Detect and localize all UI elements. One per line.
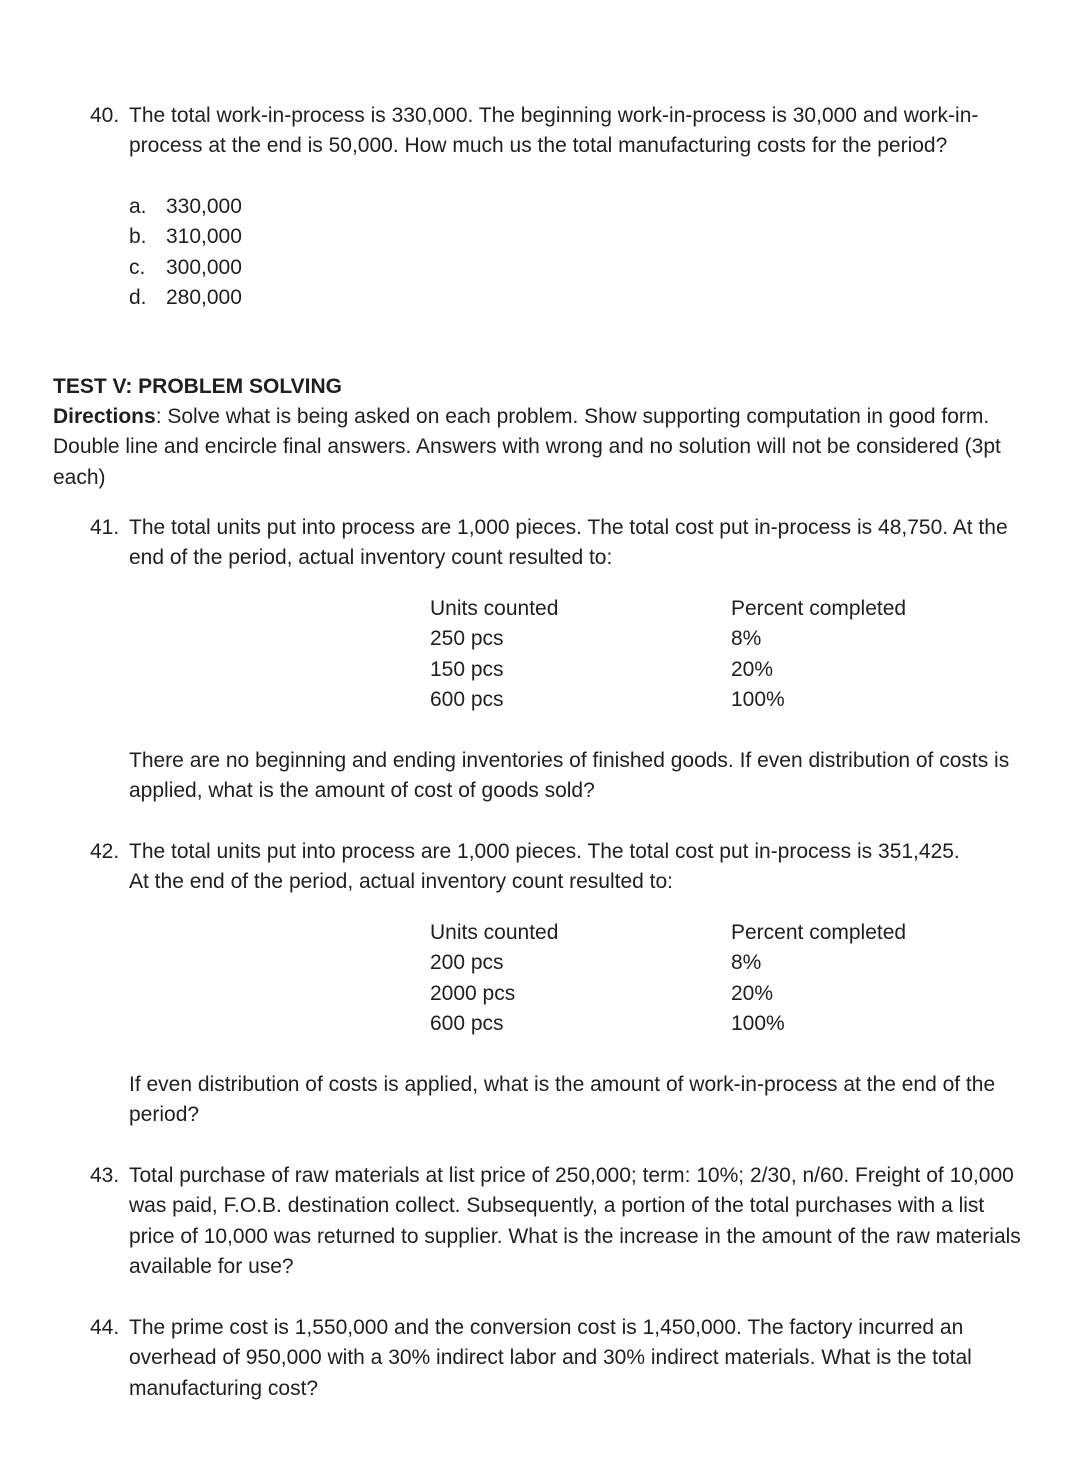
question-text: The total units put into process are 1,000 pieces. The total cost put in-process is 351,425. At the end of the period, actual inventory count resulted to: <box>129 840 960 894</box>
option-value: 310,000 <box>166 225 242 248</box>
table-cell: 200 pcs <box>430 951 504 974</box>
section-heading: TEST V: PROBLEM SOLVING <box>53 375 342 398</box>
question-number: 43. <box>90 1164 120 1187</box>
table-cell: 20% <box>731 982 774 1005</box>
option-value: 300,000 <box>166 256 242 279</box>
question-number: 41. <box>90 516 120 539</box>
table-header: Percent completed <box>731 597 907 620</box>
table-cell: 150 pcs <box>430 658 504 681</box>
question-number: 40. <box>90 104 120 127</box>
question-text: The total units put into process are 1,000 pieces. The total cost put in-process is 48,750. At the end of the period, actual inventory count resulted to: <box>129 516 1008 570</box>
table-cell: 600 pcs <box>430 1012 504 1035</box>
directions-label: Directions <box>53 405 156 428</box>
question-text: The total work-in-process is 330,000. The beginning work-in-process is 30,000 and work-in-process at the end is 50,000. How much us the total manufacturing costs for the period? <box>129 104 979 158</box>
table-cell: 2000 pcs <box>430 982 516 1005</box>
option-value: 330,000 <box>166 195 242 218</box>
table-header: Units counted <box>430 597 559 620</box>
table-header: Units counted <box>430 921 559 944</box>
table-cell: 600 pcs <box>430 688 504 711</box>
table-cell: 8% <box>731 951 762 974</box>
question-followup: There are no beginning and ending inventories of finished goods. If even distribution of costs is applied, what is the amount of cost of goods sold? <box>129 749 1010 803</box>
option-value: 280,000 <box>166 286 242 309</box>
table-cell: 20% <box>731 658 774 681</box>
option-letter: d. <box>129 286 147 309</box>
directions <box>53 402 1038 493</box>
table-cell: 100% <box>731 1012 785 1035</box>
question-number: 42. <box>90 840 120 863</box>
question-followup: If even distribution of costs is applied, what is the amount of work-in-process at the end of the period? <box>129 1073 996 1127</box>
table-cell: 100% <box>731 688 785 711</box>
table-header: Percent completed <box>731 921 907 944</box>
question-text: The prime cost is 1,550,000 and the conversion cost is 1,450,000. The factory incurred an overhead of 950,000 with a 30% indirect labor and 30% indirect materials. What is the total manufacturing cost? <box>129 1316 972 1400</box>
question-number: 44. <box>90 1316 120 1339</box>
directions-text: : Solve what is being asked on each problem. Show supporting computation in good form. Double line and encircle final answers. Answers with wrong and no solution will not be considered (3pt each) <box>53 405 1001 489</box>
option-letter: c. <box>129 256 146 279</box>
option-letter: a. <box>129 195 147 218</box>
question-text: Total purchase of raw materials at list price of 250,000; term: 10%; 2/30, n/60. Freight of 10,000 was paid, F.O.B. destination collect. Subsequently, a portion of the total purchases with a list price of 10,000 was returned to supplier. What is the increase in the amount of the raw materials available for use? <box>129 1164 1021 1278</box>
table-cell: 8% <box>731 627 762 650</box>
table-cell: 250 pcs <box>430 627 504 650</box>
option-letter: b. <box>129 225 147 248</box>
